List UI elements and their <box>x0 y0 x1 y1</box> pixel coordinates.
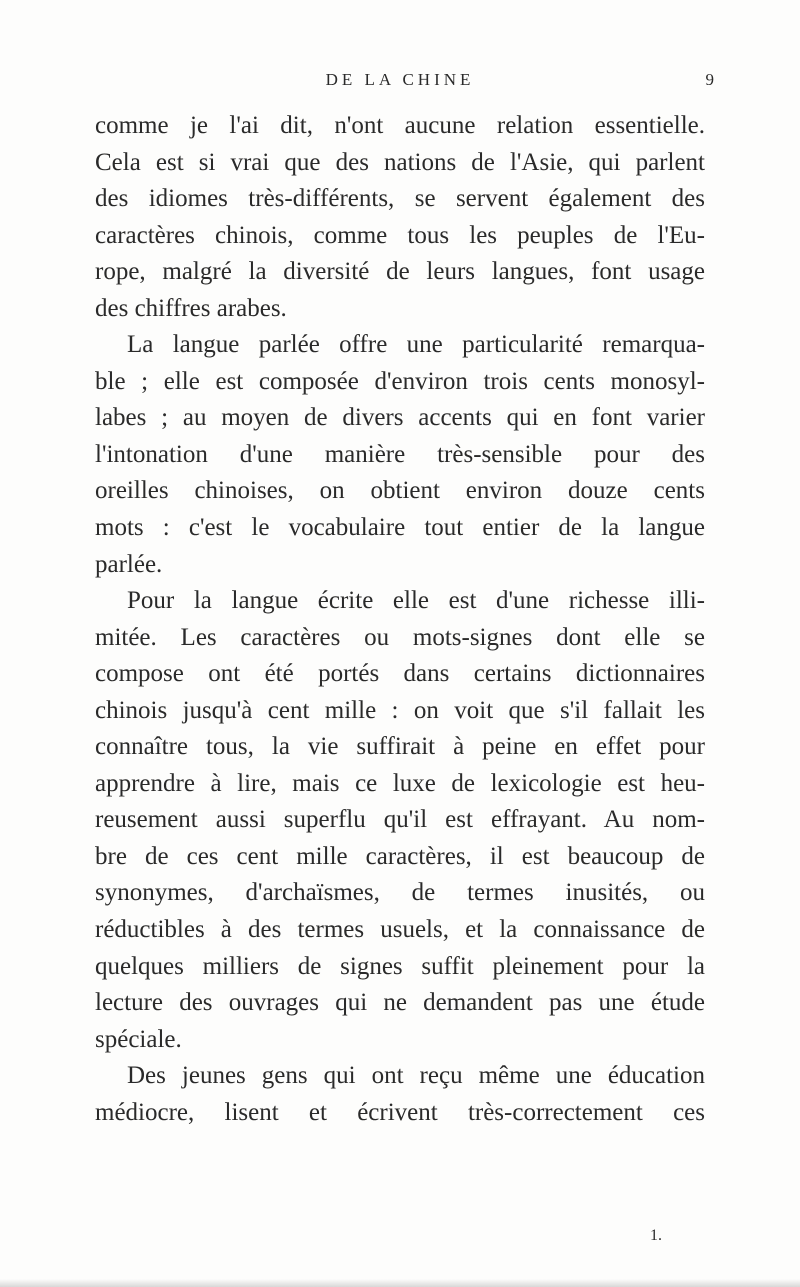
text-line: reusement aussi superflu qu'il est effrayant. Au nom- <box>95 806 705 834</box>
text-line: médiocre, lisent et écrivent très-correctement ces <box>95 1098 705 1126</box>
text-line: Cela est si vrai que des nations de l'Asie, qui parlent <box>95 148 705 176</box>
text-line: chinois jusqu'à cent mille : on voit que s'il fallait les <box>95 696 705 724</box>
running-head <box>0 66 800 92</box>
text-line: réductibles à des termes usuels, et la connaissance de <box>95 916 705 944</box>
text-line: des chiffres arabes. <box>95 294 287 322</box>
text-line: ble ; elle est composée d'environ trois cents monosyl- <box>95 367 705 395</box>
page-number: 9 <box>705 70 714 89</box>
text-line: parlée. <box>95 550 163 578</box>
paragraph <box>95 583 705 1058</box>
text-line: La langue parlée offre une particularité remarqua- <box>127 331 705 359</box>
text-line: apprendre à lire, mais ce luxe de lexicologie est heu- <box>95 769 705 797</box>
text-line: l'intonation d'une manière très-sensible pour des <box>95 440 705 468</box>
signature-mark: 1. <box>650 1227 662 1244</box>
text-line: rope, malgré la diversité de leurs langues, font usage <box>95 258 705 286</box>
paragraph <box>95 108 705 327</box>
text-line: labes ; au moyen de divers accents qui en font varier <box>95 404 705 432</box>
text-line: des idiomes très-différents, se servent également des <box>95 185 705 213</box>
paragraph <box>95 1058 705 1131</box>
text-line: compose ont été portés dans certains dictionnaires <box>95 660 705 688</box>
text-line: bre de ces cent mille caractères, il est beaucoup de <box>95 842 705 870</box>
text-line: caractères chinois, comme tous les peuples de l'Eu- <box>95 221 705 249</box>
running-title: DE LA CHINE <box>325 70 475 89</box>
text-line: Des jeunes gens qui ont reçu même une éducation <box>127 1062 705 1090</box>
text-line: quelques milliers de signes suffit pleinement pour la <box>95 952 705 980</box>
text-line: mots : c'est le vocabulaire tout entier de la langue <box>95 514 705 542</box>
text-line: oreilles chinoises, on obtient environ douze cents <box>95 477 705 505</box>
text-line: Pour la langue écrite elle est d'une richesse illi- <box>127 587 705 615</box>
text-line: connaître tous, la vie suffirait à peine en effet pour <box>95 733 705 761</box>
page-bottom-edge <box>0 1279 800 1287</box>
text-line: synonymes, d'archaïsmes, de termes inusités, ou <box>95 879 705 907</box>
text-line: spéciale. <box>95 1025 182 1053</box>
text-line: mitée. Les caractères ou mots-signes dont elle se <box>95 623 705 651</box>
paragraph <box>95 327 705 583</box>
body-text <box>95 108 705 1131</box>
text-line: lecture des ouvrages qui ne demandent pas une étude <box>95 989 705 1017</box>
text-line: comme je l'ai dit, n'ont aucune relation essentielle. <box>95 112 705 139</box>
